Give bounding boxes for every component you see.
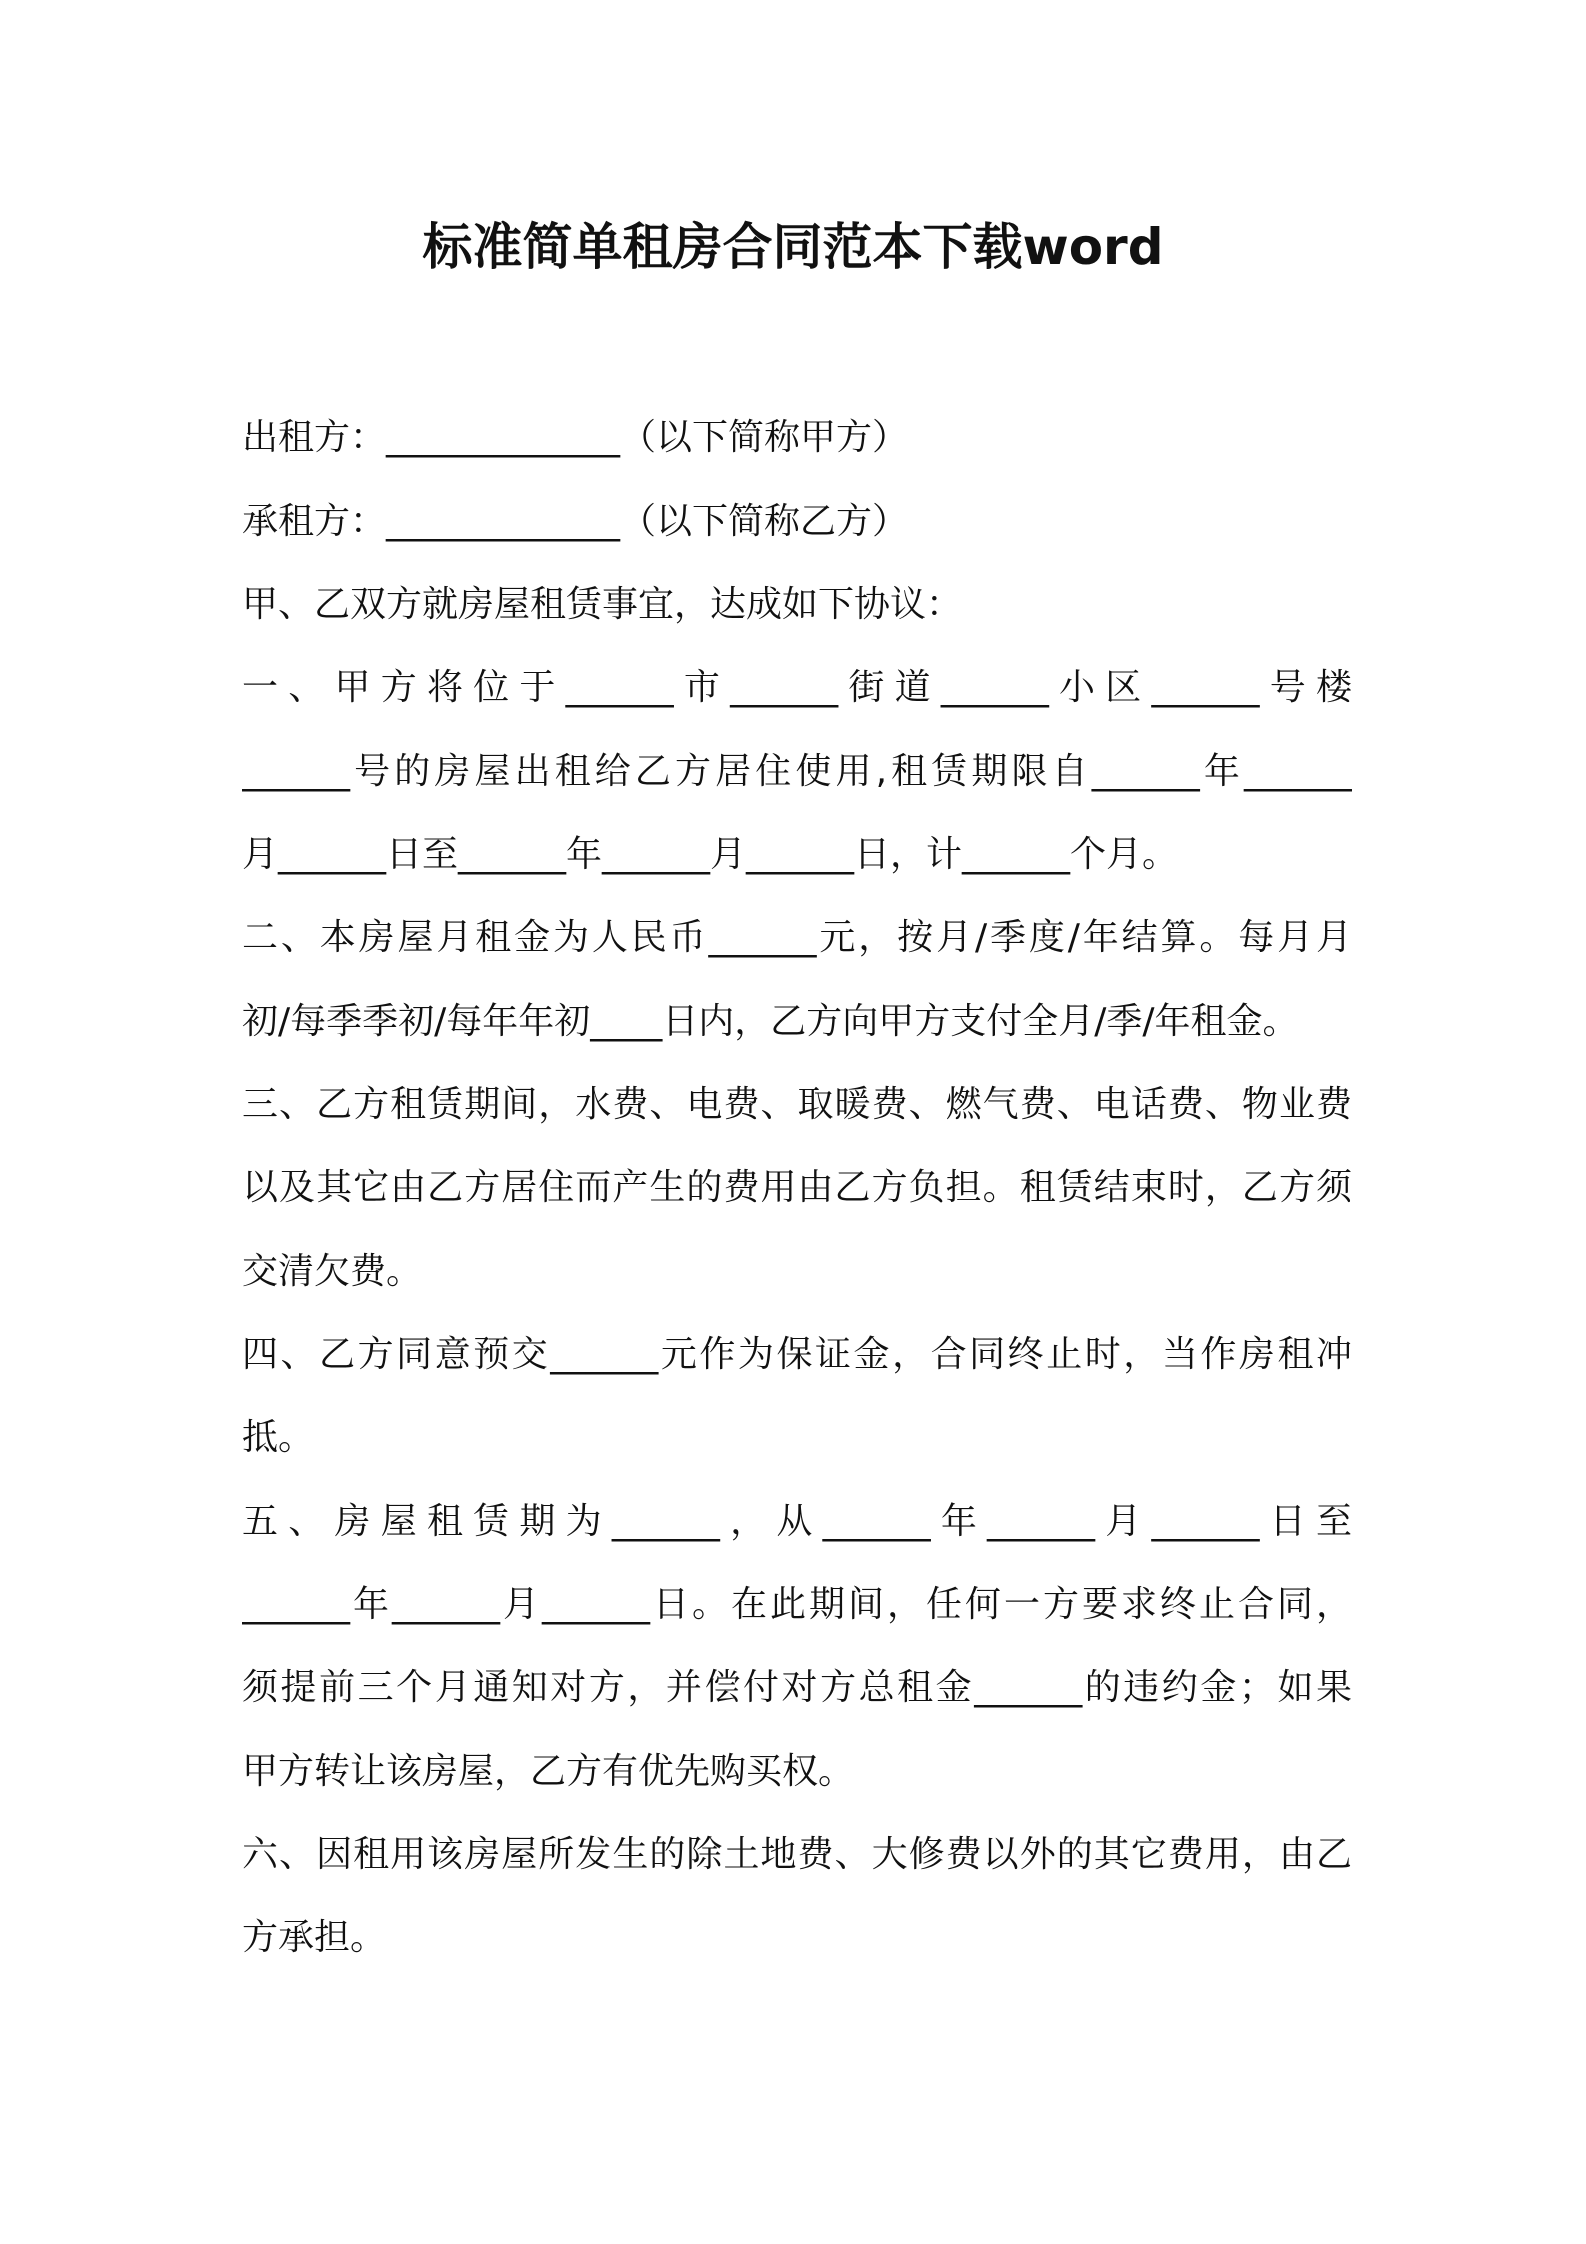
clause-2-line-2: 初/每季季初/每年年初____日内，乙方向甲方支付全月/季/年租金。: [242, 1001, 1299, 1042]
clause-2-line-1: 二、本房屋月租金为人民币______元，按月/季度/年结算。每月月: [242, 917, 1352, 958]
clause-4-line-1: 四、乙方同意预交______元作为保证金，合同终止时，当作房租冲: [242, 1334, 1352, 1375]
clause-5-line-4: 甲方转让该房屋，乙方有优先购买权。: [242, 1751, 855, 1792]
lessee-line: 承租方：_____________（以下简称乙方）: [242, 501, 909, 542]
clause-1-line-2: ______号的房屋出租给乙方居住使用,租赁期限自______年______: [242, 751, 1352, 792]
lessor-line: 出租方：_____________（以下简称甲方）: [242, 417, 909, 458]
clause-5-line-2: ______年______月______日。在此期间，任何一方要求终止合同，: [242, 1584, 1352, 1625]
clause-5-line-1: 五、房屋租赁期为______，从______年______月______日至: [242, 1501, 1352, 1542]
document-title: 标准简单租房合同范本下载word: [422, 218, 1164, 276]
clause-6-line-1: 六、因租用该房屋所发生的除土地费、大修费以外的其它费用，由乙: [242, 1834, 1352, 1875]
clause-3-line-3: 交清欠费。: [242, 1251, 423, 1292]
agreement-intro: 甲、乙双方就房屋租赁事宜，达成如下协议：: [242, 584, 963, 625]
clause-1-line-3: 月______日至______年______月______日，计______个月。: [242, 834, 1179, 875]
clause-1-line-1: 一、甲方将位于______市______街道______小区______号楼: [242, 667, 1352, 708]
clause-4-line-2: 抵。: [242, 1417, 315, 1458]
clause-3-line-2: 以及其它由乙方居住而产生的费用由乙方负担。租赁结束时，乙方须: [242, 1167, 1352, 1208]
clause-3-line-1: 三、乙方租赁期间，水费、电费、取暖费、燃气费、电话费、物业费: [242, 1084, 1352, 1125]
clause-6-line-2: 方承担。: [242, 1917, 387, 1958]
clause-5-line-3: 须提前三个月通知对方，并偿付对方总租金______的违约金；如果: [242, 1667, 1352, 1708]
